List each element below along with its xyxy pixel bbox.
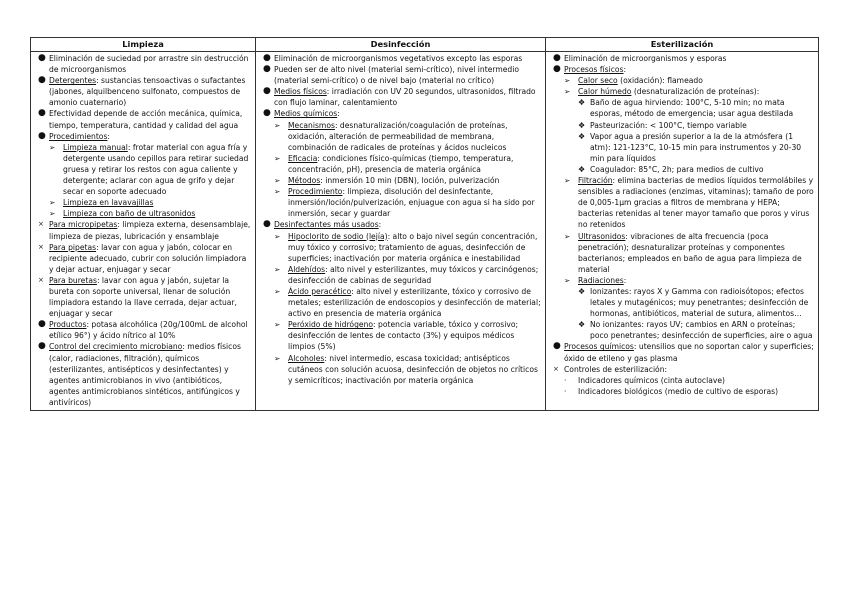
item-text: : medios físicos (calor, radiaciones, filtración), químicos (esterilizantes, antisépticos y desinfectantes) y agentes antimicrobianos in vivo (antibióticos, agentes antimicrobianos sintéticos, antifúngicos y antivíricos) [49, 342, 241, 407]
item-keyword: Procesos físicos [564, 65, 624, 75]
item-keyword: Para pipetas [49, 242, 97, 252]
item-text: : condiciones físico-químicas (tiempo, temperatura, concentración, pH), presencia de materia orgánica [288, 153, 514, 174]
dot-bullet-icon: ● [263, 53, 271, 63]
item-text: Pueden ser de alto nivel (material semi-crítico), nivel intermedio (material semi-crítico) o de nivel bajo (material no crítico) [274, 65, 520, 86]
item-keyword: Detergentes [49, 76, 97, 86]
tick-bullet-icon: ❖ [578, 320, 586, 330]
item-keyword: Aldehídos [288, 264, 326, 274]
item-text: : nivel intermedio, escasa toxicidad; antisépticos cutáneos con solución acuosa, desinfección de objetos no críticos y semicríticos; inactivación por materia orgánica [288, 353, 538, 385]
item-text: Pasteurización: < 100°C, tiempo variable [590, 120, 747, 130]
dot-bullet-icon: ● [553, 341, 561, 352]
x-bullet-icon: × [38, 275, 44, 284]
arrow-bullet-icon: ➢ [274, 176, 281, 186]
item-text: : [623, 275, 627, 285]
arrow-bullet-icon: ➢ [564, 231, 571, 241]
arrow-bullet-icon: ➢ [274, 120, 281, 130]
list-item [35, 75, 252, 108]
item-text: : elimina bacterias de medios líquidos termolábiles y sensibles a radiaciones (enzimas, vitaminas); tamaño de poro de 0,005-1μm gracias a filtros de membrana y HEPA; bacterias retenidas al tener mayor tamaño que poros y virus no retenidos [578, 176, 814, 230]
list-item [35, 242, 252, 275]
tick-bullet-icon: ❖ [578, 164, 586, 174]
item-text: Efectividad depende de acción mecánica, química, tiempo, temperatura, cantidad y calidad del agua [49, 109, 243, 130]
list-item [564, 75, 815, 86]
list-item [578, 97, 815, 119]
tick-bullet-icon: ❖ [578, 286, 586, 296]
item-text: : frotar material con agua fría y detergente usando cepillos para retirar suciedad gruesa y retirar los restos con agua caliente y detergente; aclarar con agua de grifo y dejar secar en soporte adecuado [63, 142, 249, 197]
item-keyword: Limpieza en lavavajillas [63, 198, 154, 208]
dash-bullet-icon: · [564, 375, 567, 385]
list-item [35, 53, 252, 75]
item-text: : lavar con agua y jabón, colocar en recipiente adecuado, cubrir con solución limpiadora y dejar actuar, enjuagar y secar [49, 242, 247, 274]
x-bullet-icon: × [38, 242, 44, 251]
list-item [274, 120, 542, 153]
header-row [31, 38, 819, 52]
content-row [31, 52, 819, 411]
item-keyword: Radiaciones [578, 275, 624, 285]
desinfeccion-cell [256, 52, 546, 411]
item-keyword: Para buretas [49, 275, 97, 285]
list-item [35, 341, 252, 408]
dot-bullet-icon: ● [38, 75, 46, 86]
item-text: : potencia variable, tóxico y corrosivo; desinfección de lentes de contacto (3%) y equipos médicos limpios (5%) [288, 320, 519, 352]
arrow-bullet-icon: ➢ [564, 76, 571, 86]
item-text: : limpieza, disolución del desinfectante, inmersión/loción/pulverización, enjuague con agua si ha sido por inmersión, secar y guardar [288, 187, 535, 219]
item-text: No ionizantes: rayos UV; cambios en ARN o proteínas; poco penetrantes; desinfección de superficies, aire o agua [590, 320, 813, 341]
list-item [260, 53, 542, 64]
item-text: : potasa alcohólica (20g/100mL de alcohol etílico 96°) y ácido nítrico al 10% [49, 320, 248, 341]
item-text: : alto o bajo nivel según concentración, muy tóxico y corrosivo; tratamiento de aguas, desinfección de superficies; inactivación por materia orgánica e inestabilidad [288, 231, 538, 263]
item-text: : vibraciones de alta frecuencia (poca penetración); desnaturalizar proteínas y componentes bacterianos; empleados en baño de agua para limpieza de material [578, 231, 802, 274]
item-text: Eliminación de suciedad por arrastre sin destrucción de microorganismos [49, 54, 249, 75]
list-item [564, 86, 815, 97]
list-item [49, 208, 252, 219]
comparison-table [30, 37, 819, 411]
list-item [274, 264, 542, 286]
arrow-bullet-icon: ➢ [564, 176, 571, 186]
list-item [578, 319, 815, 341]
dot-bullet-icon: ● [263, 108, 271, 119]
item-keyword: Calor seco [578, 76, 618, 86]
item-text: : alto nivel y esterilizante, tóxico y corrosivo de metales; esterilización de endoscopios y desinfección de material; activo en presencia de materia orgánica [288, 286, 541, 319]
list-item [550, 53, 815, 64]
item-text: : [337, 109, 340, 119]
list-item [550, 364, 815, 375]
item-keyword: Hipoclorito de sodio (lejía) [288, 231, 388, 241]
item-keyword: Ultrasonidos [578, 231, 626, 241]
item-text: Eliminación de microorganismos vegetativos excepto las esporas [274, 54, 523, 63]
dot-bullet-icon: ● [263, 219, 271, 230]
item-text: : [378, 220, 382, 230]
list-item [564, 386, 815, 397]
item-text: : lavar con agua y jabón, sujetar la bureta con soporte universal, llenar de solución limpiadora estando la llave cerrada, dejar actuar, enjuagar y secar [49, 275, 237, 319]
arrow-bullet-icon: ➢ [274, 320, 281, 330]
item-keyword: Filtración [578, 176, 613, 186]
item-keyword: Ácido peracético [288, 286, 352, 296]
item-text: (desnaturalización de proteínas): [631, 87, 760, 97]
limpieza-list [35, 53, 252, 408]
list-item [564, 275, 815, 286]
item-text: : irradiación con UV 20 segundos, ultrasonidos, filtrado con flujo laminar, calentamiento [274, 87, 536, 108]
list-item [260, 86, 542, 108]
arrow-bullet-icon: ➢ [274, 353, 281, 363]
item-text: : alto nivel y esterilizantes, muy tóxicos y carcinógenos; desinfección de cabinas de seguridad [288, 264, 539, 285]
arrow-bullet-icon: ➢ [49, 142, 56, 152]
item-keyword: Eficacia [288, 153, 318, 163]
list-item [578, 120, 815, 131]
list-item [564, 231, 815, 275]
dot-bullet-icon: ● [38, 319, 46, 330]
header-desinfeccion: Desinfección [256, 38, 546, 52]
tick-bullet-icon: ❖ [578, 98, 586, 108]
dot-bullet-icon: ● [38, 341, 46, 352]
dot-bullet-icon: ● [38, 108, 46, 119]
list-item [550, 341, 815, 363]
list-item [260, 219, 542, 230]
item-text: : desnaturalización/coagulación de proteínas, oxidación, alteración de permeabilidad de membrana, combinación de radicales de proteínas y ácidos nucleicos [288, 120, 508, 152]
arrow-bullet-icon: ➢ [274, 264, 281, 274]
x-bullet-icon: × [38, 220, 44, 229]
list-item [578, 164, 815, 175]
item-keyword: Calor húmedo [578, 87, 632, 97]
list-item [260, 64, 542, 86]
arrow-bullet-icon: ➢ [564, 275, 571, 285]
item-keyword: Para micropipetas [49, 220, 118, 230]
arrow-bullet-icon: ➢ [274, 231, 281, 241]
arrow-bullet-icon: ➢ [564, 87, 571, 97]
desinfeccion-list [260, 53, 542, 386]
item-keyword: Medios químicos [274, 109, 338, 119]
item-keyword: Alcoholes [288, 353, 325, 363]
list-item [274, 231, 542, 264]
tick-bullet-icon: ❖ [578, 131, 586, 141]
x-bullet-icon: × [553, 364, 559, 373]
limpieza-cell [31, 52, 256, 411]
list-item [35, 275, 252, 319]
item-keyword: Control del crecimiento microbiano [49, 342, 183, 352]
list-item [274, 175, 542, 186]
arrow-bullet-icon: ➢ [49, 198, 56, 208]
list-item [35, 219, 252, 241]
list-item [260, 108, 542, 119]
list-item [274, 319, 542, 352]
arrow-bullet-icon: ➢ [274, 187, 281, 197]
item-text: : limpieza externa, desensamblaje, limpieza de piezas, lubricación y ensamblaje [49, 220, 251, 241]
list-item [274, 153, 542, 175]
item-keyword: Peróxido de hidrógeno [288, 320, 374, 330]
item-text: : [107, 131, 110, 141]
list-item [274, 353, 542, 386]
comparison-sheet [30, 37, 818, 411]
item-keyword: Métodos [288, 176, 321, 186]
list-item [578, 131, 815, 164]
item-keyword: Procedimiento [288, 187, 343, 197]
dot-bullet-icon: ● [38, 53, 46, 63]
dash-bullet-icon: · [564, 386, 567, 396]
item-keyword: Limpieza manual [63, 142, 128, 152]
list-item [35, 131, 252, 142]
list-item [564, 175, 815, 230]
arrow-bullet-icon: ➢ [274, 153, 281, 163]
list-item [564, 375, 815, 386]
header-esterilizacion: Esterilización [546, 38, 819, 52]
item-text: : inmersión 10 min (DBN), loción, pulverización [320, 176, 500, 186]
list-item [49, 142, 252, 197]
item-text: : utensilios que no soportan calor y superficies; óxido de etileno y gas plasma [564, 342, 814, 363]
item-keyword: Procedimientos [49, 131, 108, 141]
dot-bullet-icon: ● [553, 53, 561, 63]
item-keyword: Procesos químicos [564, 342, 634, 352]
dot-bullet-icon: ● [263, 86, 271, 97]
list-item [578, 286, 815, 319]
item-text: Ionizantes: rayos X y Gamma con radioisótopos; efectos letales y mutagénicos; muy penetrantes; desinfección de hormonas, antibióticos, material de sutura, alimentos… [590, 286, 809, 319]
list-item [274, 186, 542, 219]
item-keyword: Limpieza con baño de ultrasonidos [63, 209, 196, 219]
item-text: : sustancias tensoactivas o sufactantes (jabones, alquilbenceno sulfonato, compuestos de amonio cuaternario) [49, 76, 246, 108]
item-text: Indicadores biológicos (medio de cultivo de esporas) [578, 386, 779, 396]
item-text: Controles de esterilización: [564, 364, 668, 374]
header-limpieza: Limpieza [31, 38, 256, 52]
item-text: : [623, 65, 627, 75]
list-item [550, 64, 815, 75]
dot-bullet-icon: ● [553, 64, 561, 75]
item-text: Eliminación de microorganismos y esporas [564, 54, 727, 63]
item-text: Indicadores químicos (cinta autoclave) [578, 375, 725, 385]
esterilizacion-list [550, 53, 815, 397]
dot-bullet-icon: ● [38, 130, 46, 141]
item-keyword: Productos [49, 320, 87, 330]
item-keyword: Medios físicos [274, 87, 327, 97]
tick-bullet-icon: ❖ [578, 120, 586, 130]
list-item [274, 286, 542, 319]
list-item [35, 319, 252, 341]
arrow-bullet-icon: ➢ [274, 286, 281, 296]
list-item [49, 197, 252, 208]
item-keyword: Desinfectantes más usados [274, 220, 379, 230]
esterilizacion-cell [546, 52, 819, 411]
list-item [35, 108, 252, 130]
item-text: Coagulador: 85°C, 2h; para medios de cultivo [590, 164, 764, 174]
item-text: Baño de agua hirviendo: 100°C, 5-10 min; no mata esporas, método de emergencia; usar agua destilada [590, 98, 794, 119]
item-text: Vapor agua a presión superior a la de la atmósfera (1 atm): 121-123°C, 10-15 min para instrumentos y 20-30 min para líquidos [590, 131, 802, 163]
dot-bullet-icon: ● [263, 64, 271, 75]
arrow-bullet-icon: ➢ [49, 209, 56, 219]
item-text: (oxidación): flameado [617, 76, 703, 86]
item-keyword: Mecanismos [288, 120, 335, 130]
